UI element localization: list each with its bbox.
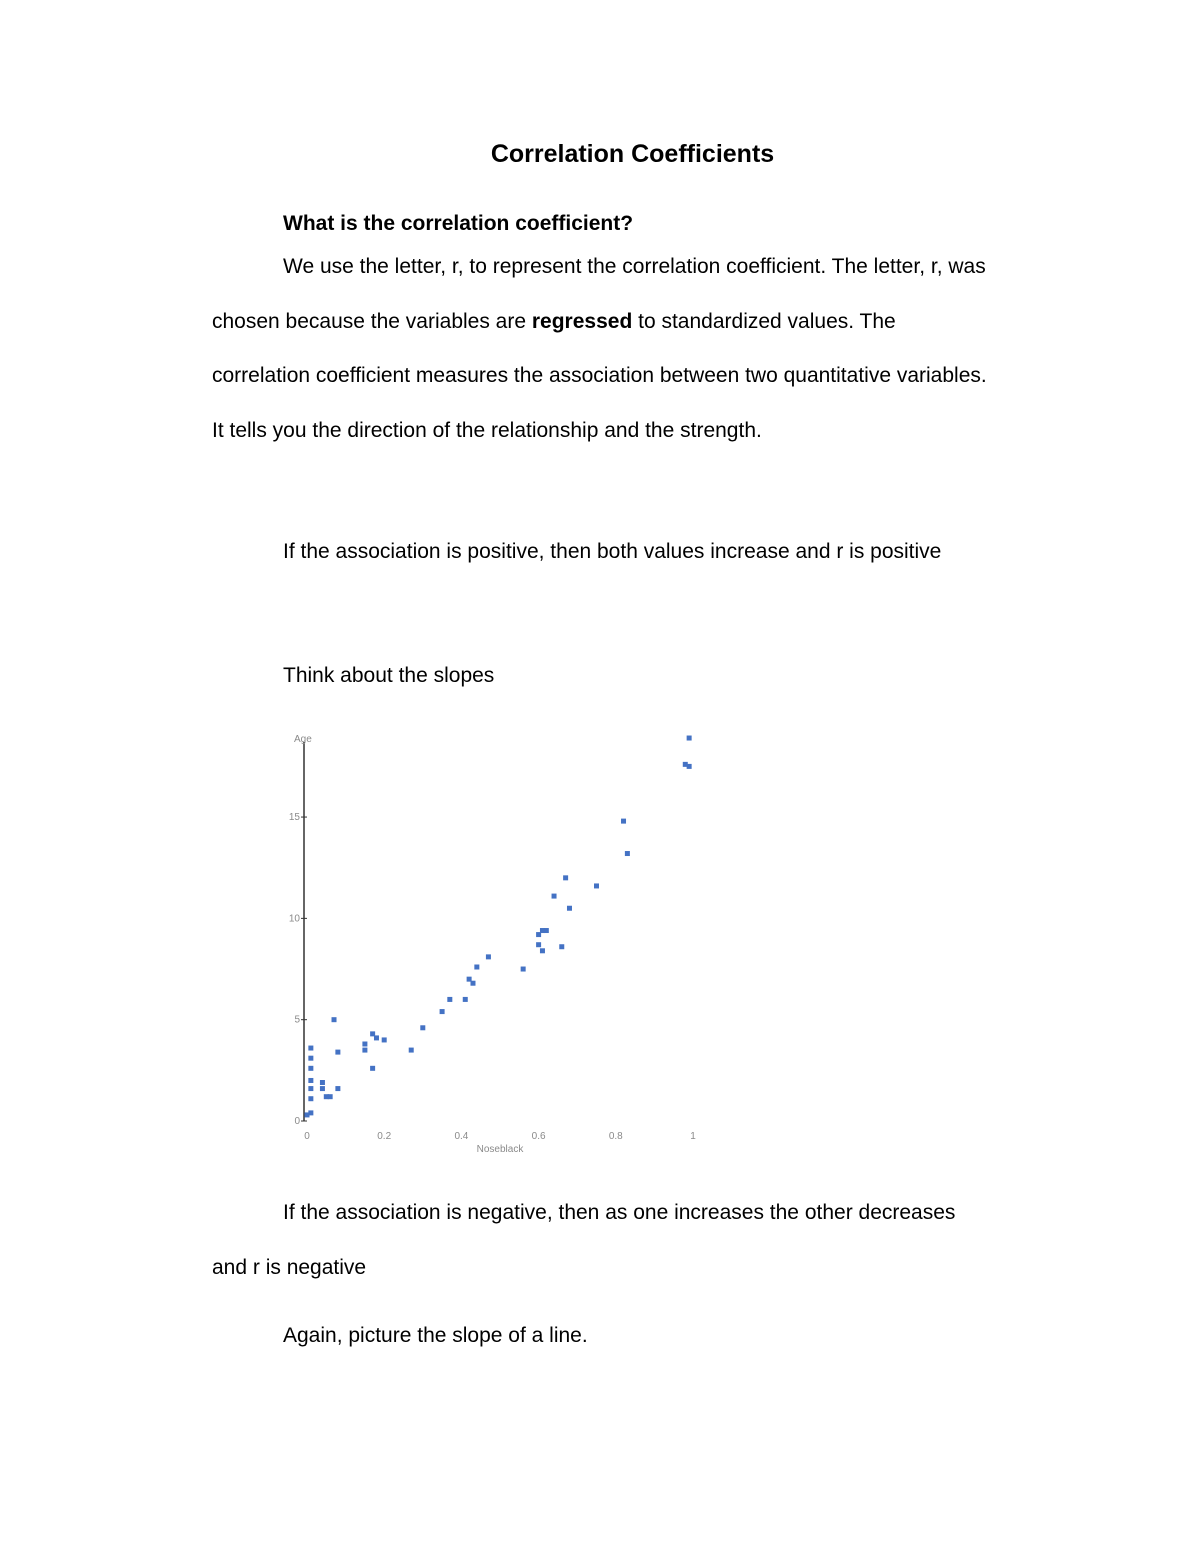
- y-tick-label: 5: [294, 1014, 300, 1026]
- data-point: [409, 1048, 414, 1053]
- data-point: [463, 997, 468, 1002]
- data-point: [552, 894, 557, 899]
- y-tick-label: 15: [288, 812, 300, 824]
- data-point: [486, 954, 491, 959]
- data-point: [308, 1078, 313, 1083]
- data-point: [308, 1110, 313, 1115]
- data-point: [621, 819, 626, 824]
- y-tick-label: 0: [294, 1116, 300, 1127]
- data-point: [382, 1037, 387, 1042]
- data-point: [335, 1050, 340, 1055]
- positive-paragraph: [212, 525, 992, 580]
- data-point: [559, 944, 564, 949]
- x-tick-label: 0.8: [608, 1131, 623, 1142]
- data-point: [362, 1048, 367, 1053]
- x-tick-label: 1: [690, 1131, 696, 1142]
- data-point: [308, 1096, 313, 1101]
- data-point: [370, 1066, 375, 1071]
- data-point: [320, 1086, 325, 1091]
- data-point: [308, 1056, 313, 1061]
- negative-paragraph: [212, 1186, 992, 1295]
- y-axis-label: Age: [294, 734, 312, 745]
- data-point: [332, 1017, 337, 1022]
- x-tick-label: 0.2: [377, 1131, 392, 1142]
- data-point: [687, 764, 692, 769]
- data-point: [308, 1066, 313, 1071]
- data-point: [544, 928, 549, 933]
- data-point: [567, 906, 572, 911]
- negative-text: If the association is negative, then as one increases the other decreases and r is negative: [212, 1201, 956, 1279]
- chart-axes: [289, 734, 696, 1155]
- data-point: [625, 851, 630, 856]
- data-point: [536, 942, 541, 947]
- scatter-chart: [270, 728, 710, 1158]
- chart-points: [305, 736, 692, 1118]
- data-point: [687, 736, 692, 741]
- intro-text-end: to standardized values. The correlation coefficient measures the association between two quantitative variables. It tells you the direction of the relationship and the strength.: [212, 309, 987, 442]
- x-tick-label: 0.4: [454, 1131, 469, 1142]
- data-point: [374, 1035, 379, 1040]
- x-tick-label: 0: [304, 1131, 310, 1142]
- data-point: [362, 1042, 367, 1047]
- data-point: [521, 967, 526, 972]
- data-point: [335, 1086, 340, 1091]
- data-point: [440, 1009, 445, 1014]
- data-point: [320, 1080, 325, 1085]
- data-point: [540, 948, 545, 953]
- intro-paragraph: [212, 240, 992, 458]
- again-line: Again, picture the slope of a line.: [283, 1324, 588, 1347]
- data-point: [470, 981, 475, 986]
- section-heading: What is the correlation coefficient?: [283, 212, 634, 235]
- slopes-line: Think about the slopes: [283, 664, 495, 687]
- data-point: [594, 883, 599, 888]
- data-point: [447, 997, 452, 1002]
- intro-text-start: We use the letter, r, to represent the correlation coefficient. The letter, r, was chosen because the variables are: [212, 255, 986, 333]
- data-point: [308, 1086, 313, 1091]
- data-point: [308, 1046, 313, 1051]
- x-tick-label: 0.6: [531, 1131, 546, 1142]
- intro-bold-term: regressed: [531, 309, 633, 333]
- data-point: [328, 1094, 333, 1099]
- document-title: Correlation Coefficients: [490, 140, 775, 168]
- positive-text: If the association is positive, then both values increase and r is positive: [283, 540, 942, 563]
- data-point: [420, 1025, 425, 1030]
- x-axis-label: Noseblack: [476, 1144, 524, 1155]
- data-point: [563, 875, 568, 880]
- data-point: [474, 965, 479, 970]
- y-tick-label: 10: [288, 913, 300, 925]
